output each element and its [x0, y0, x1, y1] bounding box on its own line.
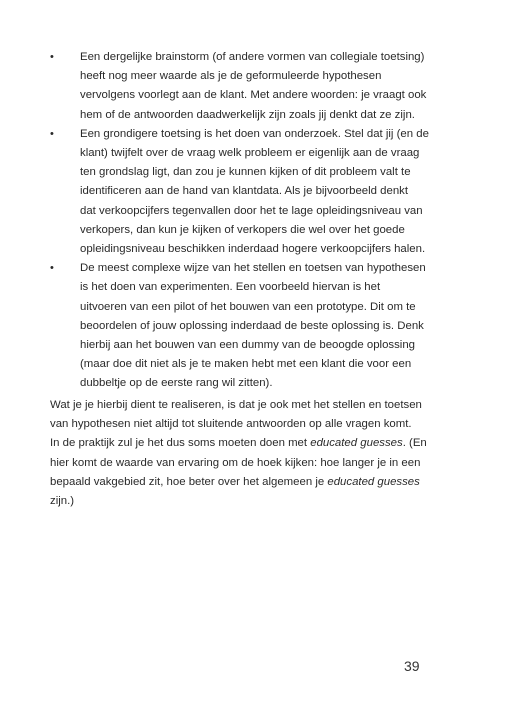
text-span: In de praktijk zul je het dus soms moeten doen met — [50, 437, 311, 450]
text-line: hier komt de waarde van ervaring om de hoek kijken: hoe langer je in een — [50, 456, 421, 469]
bullet-text — [80, 48, 430, 125]
text-line: verkopers, dan kun je kijken of verkopers die wel over het goede — [80, 223, 405, 236]
bullet-item-brainstorm — [50, 48, 430, 125]
bullet-list — [50, 48, 430, 394]
emphasis-text: educated guesses — [327, 475, 420, 488]
bullet-marker: • — [50, 262, 54, 275]
text-line: is het doen van experimenten. Een voorbeeld hiervan is het — [80, 281, 381, 294]
body-paragraph — [50, 396, 450, 511]
text-line: hem of de antwoorden daadwerkelijk zijn zoals jij denkt dat ze zijn. — [80, 108, 415, 121]
text-line: klant) twijfelt over de vraag welk probleem er eigenlijk aan de vraag — [80, 147, 420, 160]
text-line: hierbij aan het bouwen van een dummy van de beoogde oplossing — [80, 339, 415, 352]
text-line: (maar doe dit niet als je te maken hebt met een klant die voor een — [80, 358, 412, 371]
text-line: identificeren aan de hand van klantdata. Als je bijvoorbeeld denkt — [80, 185, 409, 198]
text-line: dubbeltje op de eerste rang wil zitten). — [80, 377, 273, 390]
text-line: Een grondigere toetsing is het doen van onderzoek. Stel dat jij (en de — [80, 127, 429, 140]
text-span: bepaald vakgebied zit, hoe beter over het algemeen je — [50, 475, 328, 488]
text-line: vervolgens voorlegt aan de klant. Met andere woorden: je vraagt ook — [80, 89, 427, 102]
text-line: uitvoeren van een pilot of het bouwen van een prototype. Dit om te — [80, 300, 416, 313]
bullet-marker: • — [50, 127, 54, 140]
text-line: De meest complexe wijze van het stellen en toetsen van hypothesen — [80, 262, 426, 275]
text-line: Wat je je hierbij dient te realiseren, is dat je ook met het stellen en toetsen — [50, 399, 422, 411]
text-line — [50, 434, 450, 453]
bullet-text — [80, 259, 430, 393]
text-line: zijn.) — [50, 495, 75, 508]
bullet-item-experimenten — [50, 259, 430, 393]
text-line: beoordelen of jouw oplossing inderdaad de beste oplossing is. Denk — [80, 319, 424, 332]
text-span: . (En — [402, 437, 427, 450]
page-number: 39 — [404, 658, 420, 674]
text-line: opleidingsniveau beschikken inderdaad hogere verkoopcijfers halen. — [80, 243, 426, 256]
bullet-item-onderzoek — [50, 125, 430, 259]
bullet-marker: • — [50, 51, 54, 63]
bullet-text — [80, 125, 430, 259]
text-line: heeft nog meer waarde als je de geformuleerde hypothesen — [80, 70, 382, 83]
text-line: van hypothesen niet altijd tot sluitende antwoorden op alle vragen komt. — [50, 418, 412, 431]
text-line: dat verkoopcijfers tegenvallen door het te lage opleidingsniveau van — [80, 204, 423, 217]
text-line: Een dergelijke brainstorm (of andere vormen van collegiale toetsing) — [80, 51, 425, 63]
text-line: ten grondslag ligt, dan zou je kunnen kijken of dit probleem valt te — [80, 166, 411, 179]
emphasis-text: educated guesses — [310, 437, 403, 450]
text-line — [50, 473, 450, 492]
